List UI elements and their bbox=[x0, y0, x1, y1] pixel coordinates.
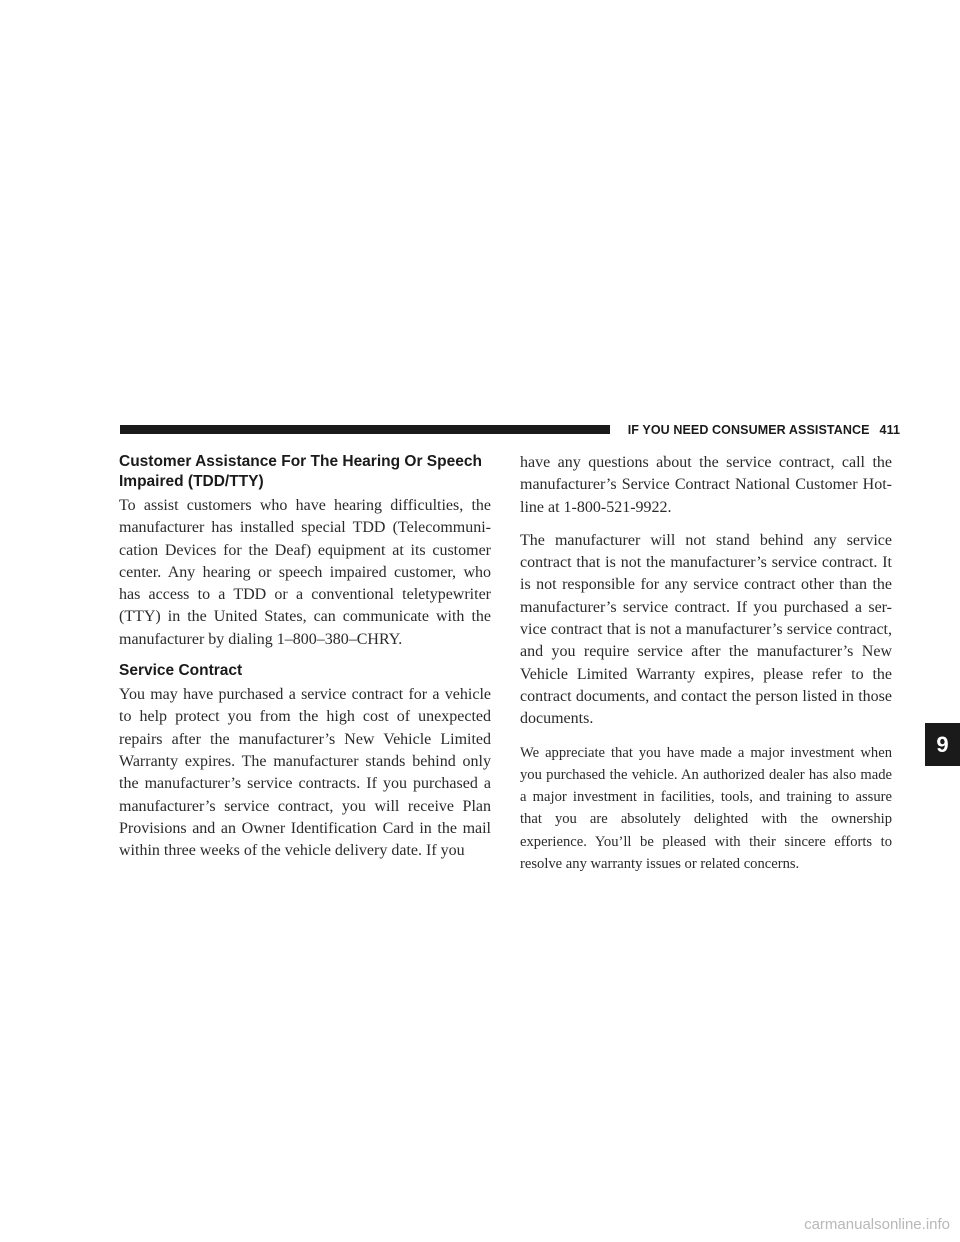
paragraph-dealer-investment: We appreciate that you have made a major investment when you purchased the vehicle. An authorized dealer has also made a major investment in facilities, tools, and training to assure that you are absolutely delighted with the ownership experience. You’ll be pleased with their sincere efforts to resolve any warranty issues or related concerns. bbox=[520, 744, 892, 873]
chapter-tab: 9 bbox=[925, 723, 960, 766]
paragraph-hotline: have any questions about the service contract, call the manufacturer’s Service Contract National Customer Hot-line at 1-800-521-9922. bbox=[520, 454, 892, 516]
watermark: carmanualsonline.info bbox=[804, 1216, 950, 1233]
right-column bbox=[520, 452, 892, 875]
heading-tdd-tty: Customer Assistance For The Hearing Or Speech Impaired (TDD/TTY) bbox=[119, 453, 482, 490]
paragraph-non-manufacturer-contract: The manufacturer will not stand behind any service contract that is not the manufacturer’s service contract. It is not responsible for any service contract other than the manufacturer’s service contract. If you purchased a ser-vice contract that is not a manufacturer’s service contract, and you require service after the manufacturer’s New Vehicle Limited Warranty expires, please refer to the contract documents, and contact the person listed in those documents. bbox=[520, 531, 892, 728]
heading-service-contract: Service Contract bbox=[119, 662, 243, 680]
paragraph-service-contract: You may have purchased a service contract for a vehicle to help protect you from the high cost of unexpected repairs after the manufacturer’s New Vehicle Limited Warranty expires. The manufacturer stands behind only the manufacturer’s service contracts. If you purchased a manufacturer’s service contract, you will receive Plan Provisions and an Owner Identification Card in the mail within three weeks of the vehicle delivery date. If you bbox=[119, 686, 491, 860]
paragraph-tdd-tty: To assist customers who have hearing difficulties, the manufacturer has installed special TDD (Telecommuni-cation Devices for the Deaf) equipment at its customer center. Any hearing or speech impaired customer, who has access to a TDD or a conventional teletypewriter (TTY) in the United States, can communicate with the manufacturer by dialing 1–800–380–CHRY. bbox=[119, 497, 491, 648]
header-rule-bar bbox=[120, 425, 610, 434]
section-title: IF YOU NEED CONSUMER ASSISTANCE bbox=[627, 423, 870, 437]
running-header bbox=[620, 421, 900, 439]
left-column bbox=[119, 452, 491, 862]
page-number: 411 bbox=[879, 423, 900, 437]
